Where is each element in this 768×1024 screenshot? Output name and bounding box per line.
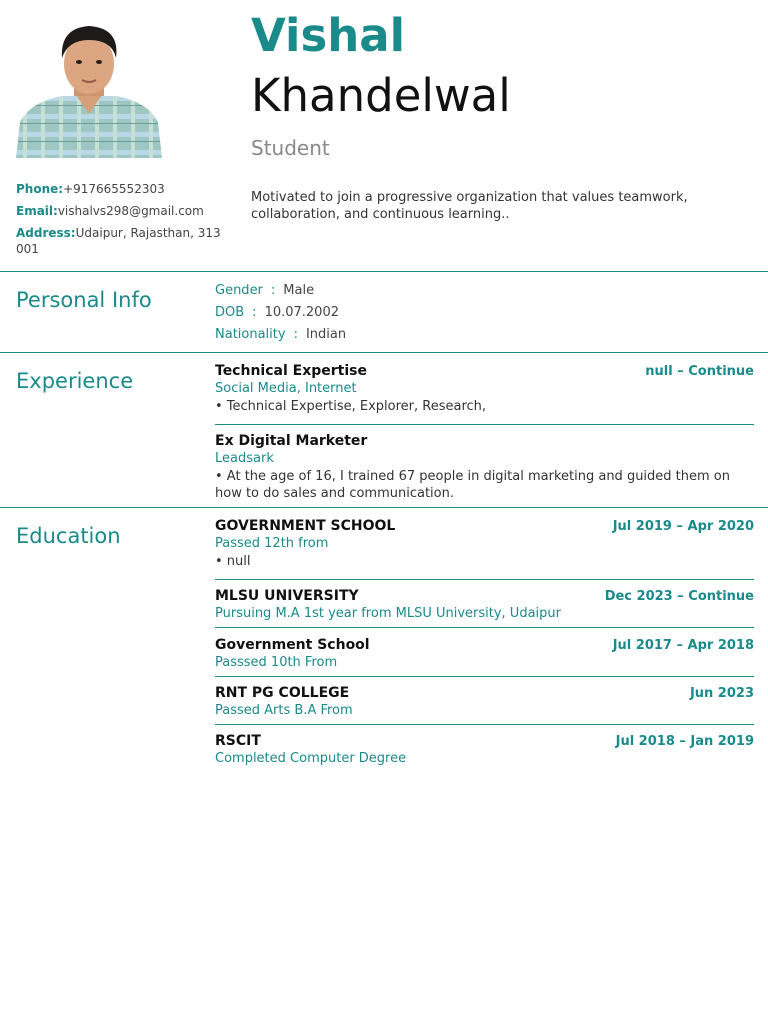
profile-photo [16, 18, 162, 158]
entry-title: Ex Digital Marketer [215, 433, 368, 449]
email-label: Email: [16, 204, 58, 218]
info-key: Gender [215, 283, 263, 298]
info-key: Nationality [215, 327, 286, 342]
entry-divider [215, 424, 754, 425]
entry-subtitle: Passed 12th from [215, 536, 329, 551]
education-entry [215, 518, 754, 570]
info-separator: : [270, 283, 276, 298]
entry-description: • At the age of 16, I trained 67 people in digital marketing and guided them on how to do sales and communication. [215, 469, 730, 501]
entry-date: Jul 2018 – Jan 2019 [615, 734, 754, 749]
experience-title: Experience [16, 369, 134, 393]
entry-divider [215, 627, 754, 628]
education-entry [215, 637, 754, 670]
contact-address [16, 225, 226, 257]
email-value: vishalvs298@gmail.com [57, 204, 204, 218]
entry-subtitle: Passsed 10th From [215, 655, 338, 670]
personal-info-title: Personal Info [16, 288, 152, 312]
education-entry [215, 588, 754, 621]
info-separator: : [252, 305, 257, 320]
entry-date: Jul 2017 – Apr 2018 [612, 638, 754, 653]
entry-title: RSCIT [215, 733, 261, 749]
entry-subtitle: Pursuing M.A 1st year from MLSU University, Udaipur [215, 606, 561, 621]
info-row-dob [215, 305, 339, 320]
entry-subtitle: Social Media, Internet [215, 381, 357, 396]
section-divider [0, 352, 768, 353]
entry-description: • null [215, 554, 251, 569]
job-title: Student [251, 136, 330, 160]
education-entry [215, 685, 754, 718]
entry-date: null – Continue [645, 364, 754, 379]
address-label: Address: [16, 226, 76, 240]
entry-title: MLSU UNIVERSITY [215, 588, 359, 604]
entry-date: Jun 2023 [689, 686, 754, 701]
section-divider [0, 271, 768, 272]
entry-divider [215, 676, 754, 677]
phone-value: +917665552303 [63, 182, 165, 196]
entry-title: Government School [215, 637, 370, 653]
info-key: DOB [215, 305, 245, 320]
entry-title: GOVERNMENT SCHOOL [215, 518, 396, 534]
experience-entry [215, 433, 754, 502]
phone-label: Phone: [16, 182, 64, 196]
info-row-nationality [215, 327, 346, 342]
first-name: Vishal [251, 9, 406, 62]
entry-title: Technical Expertise [215, 363, 367, 379]
info-row-gender [215, 283, 314, 298]
experience-entry [215, 363, 754, 415]
entry-subtitle: Leadsark [215, 451, 274, 466]
section-divider [0, 507, 768, 508]
info-value: Male [283, 283, 315, 298]
contact-phone [16, 181, 226, 197]
entry-subtitle: Passed Arts B.A From [215, 703, 353, 718]
entry-subtitle: Completed Computer Degree [215, 751, 407, 766]
entry-divider [215, 579, 754, 580]
summary-text: Motivated to join a progressive organization that values teamwork, collaboration, and continuous learning.. [251, 190, 688, 222]
info-separator: : [293, 327, 298, 342]
info-value: Indian [305, 327, 347, 342]
entry-date: Dec 2023 – Continue [604, 589, 754, 604]
entry-divider [215, 724, 754, 725]
last-name: Khandelwal [251, 69, 511, 122]
entry-date: Jul 2019 – Apr 2020 [612, 519, 754, 534]
contact-email [16, 203, 226, 219]
info-value: 10.07.2002 [264, 305, 339, 320]
education-entry [215, 733, 754, 766]
address-value: Udaipur, Rajasthan, 313 001 [16, 226, 221, 256]
entry-description: • Technical Expertise, Explorer, Research, [215, 399, 487, 414]
entry-title: RNT PG COLLEGE [215, 685, 350, 701]
education-title: Education [16, 524, 121, 548]
